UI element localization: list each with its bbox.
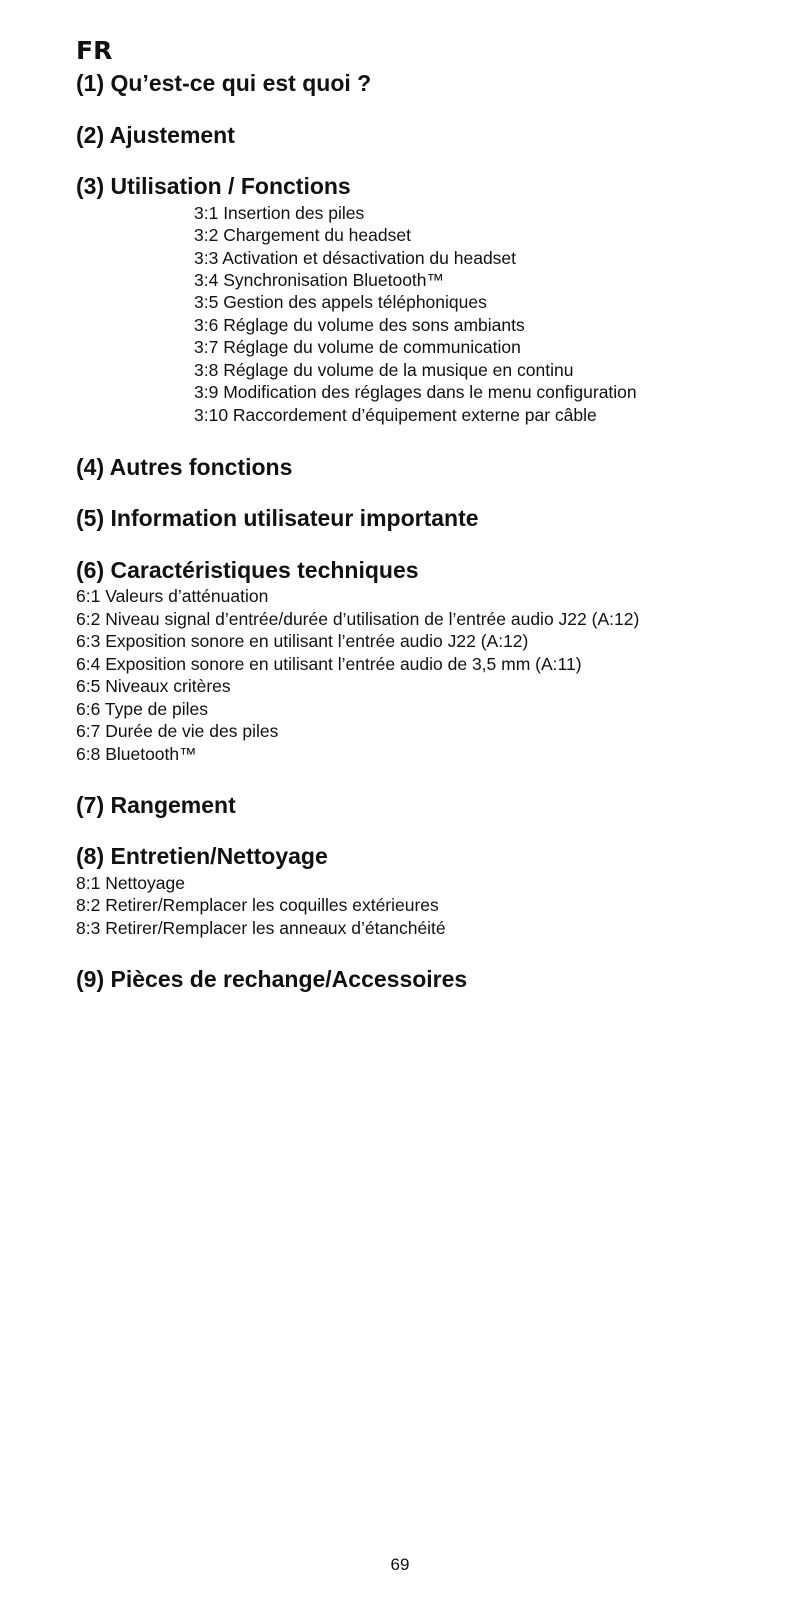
subsection-item: 3:6 Réglage du volume des sons ambiants bbox=[194, 315, 525, 335]
section-heading-6: (6) Caractéristiques techniques bbox=[76, 557, 419, 583]
subsection-item: 3:7 Réglage du volume de communication bbox=[194, 337, 521, 357]
section-heading-4: (4) Autres fonctions bbox=[76, 454, 293, 480]
language-code: FR bbox=[76, 36, 113, 65]
section-heading-1: (1) Qu’est-ce qui est quoi ? bbox=[76, 70, 372, 96]
subsection-item: 8:1 Nettoyage bbox=[76, 873, 185, 893]
subsection-item: 3:10 Raccordement d’équipement externe par câble bbox=[194, 405, 597, 425]
subsection-item: 8:2 Retirer/Remplacer les coquilles extérieures bbox=[76, 895, 439, 915]
page-number: 69 bbox=[390, 1555, 410, 1574]
subsection-item: 6:1 Valeurs d’atténuation bbox=[76, 586, 269, 606]
subsection-item: 6:8 Bluetooth™ bbox=[76, 744, 197, 764]
subsection-item: 6:6 Type de piles bbox=[76, 699, 208, 719]
section-heading-8: (8) Entretien/Nettoyage bbox=[76, 843, 328, 869]
subsection-item: 6:4 Exposition sonore en utilisant l’entrée audio de 3,5 mm (A:11) bbox=[76, 654, 582, 674]
subsection-item: 3:5 Gestion des appels téléphoniques bbox=[194, 292, 487, 312]
section-heading-3: (3) Utilisation / Fonctions bbox=[76, 173, 351, 199]
subsection-item: 6:3 Exposition sonore en utilisant l’entrée audio J22 (A:12) bbox=[76, 631, 529, 651]
subsection-item: 3:2 Chargement du headset bbox=[194, 225, 411, 245]
subsection-item: 3:3 Activation et désactivation du headset bbox=[194, 248, 517, 268]
subsection-item: 3:1 Insertion des piles bbox=[194, 203, 365, 223]
subsection-item: 3:9 Modification des réglages dans le menu configuration bbox=[194, 382, 637, 402]
subsection-item: 3:4 Synchronisation Bluetooth™ bbox=[194, 270, 445, 290]
section-heading-5: (5) Information utilisateur importante bbox=[76, 505, 479, 531]
subsection-item: 8:3 Retirer/Remplacer les anneaux d’étanchéité bbox=[76, 918, 446, 938]
subsection-item: 3:8 Réglage du volume de la musique en continu bbox=[194, 360, 574, 380]
section-heading-9: (9) Pièces de rechange/Accessoires bbox=[76, 966, 468, 992]
section-heading-7: (7) Rangement bbox=[76, 792, 236, 818]
section-heading-2: (2) Ajustement bbox=[76, 122, 235, 148]
subsection-item: 6:7 Durée de vie des piles bbox=[76, 721, 279, 741]
subsection-item: 6:5 Niveaux critères bbox=[76, 676, 231, 696]
subsection-item: 6:2 Niveau signal d’entrée/durée d’utilisation de l’entrée audio J22 (A:12) bbox=[76, 609, 640, 629]
